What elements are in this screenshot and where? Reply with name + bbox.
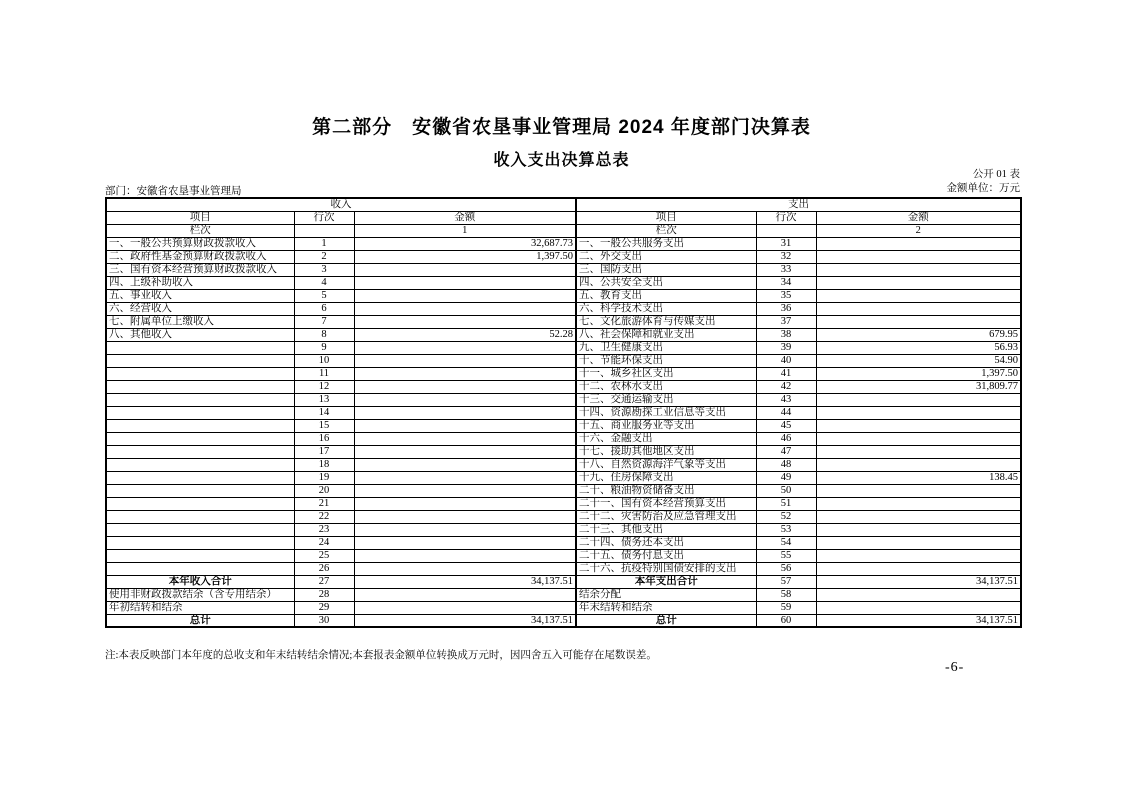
- expenditure-row-amount: [816, 237, 1021, 250]
- expenditure-row-amount: [816, 601, 1021, 614]
- income-row-amount: [354, 588, 576, 601]
- income-lanci-empty-cell: [294, 224, 354, 237]
- expenditure-row-amount: [816, 263, 1021, 276]
- income-row-item: 七、附属单位上缴收入: [106, 315, 294, 328]
- income-row-amount: [354, 341, 576, 354]
- expenditure-row-item: 十四、资源勘探工业信息等支出: [576, 406, 756, 419]
- expenditure-row-item: 二、外交支出: [576, 250, 756, 263]
- expenditure-row-amount: [816, 250, 1021, 263]
- expenditure-row-line-number: 55: [756, 549, 816, 562]
- income-row-amount: [354, 380, 576, 393]
- income-row-item: [106, 510, 294, 523]
- expenditure-row-line-number: 41: [756, 367, 816, 380]
- expenditure-row-item: 结余分配: [576, 588, 756, 601]
- income-row-line-number: 14: [294, 406, 354, 419]
- expenditure-row-item: 十五、商业服务业等支出: [576, 419, 756, 432]
- income-row-amount: [354, 458, 576, 471]
- income-row-amount: [354, 562, 576, 575]
- table-row: [106, 471, 1021, 484]
- expenditure-row-item: 十二、农林水支出: [576, 380, 756, 393]
- expenditure-row-item: 四、公共安全支出: [576, 276, 756, 289]
- income-row-amount: 32,687.73: [354, 237, 576, 250]
- expenditure-row-amount: [816, 393, 1021, 406]
- expenditure-row-line-number: 40: [756, 354, 816, 367]
- expenditure-row-line-number: 48: [756, 458, 816, 471]
- income-row-line-number: 12: [294, 380, 354, 393]
- income-row-line-number: 1: [294, 237, 354, 250]
- income-row-line-number: 25: [294, 549, 354, 562]
- expenditure-row-amount: [816, 484, 1021, 497]
- income-row-line-number: 22: [294, 510, 354, 523]
- income-row-amount: [354, 315, 576, 328]
- income-row-line-number: 24: [294, 536, 354, 549]
- expenditure-row-item: 二十五、债务付息支出: [576, 549, 756, 562]
- page-title: 第二部分 安徽省农垦事业管理局 2024 年度部门决算表: [312, 117, 811, 138]
- income-row-amount: [354, 601, 576, 614]
- expenditure-lanci-label: 栏次: [576, 224, 756, 237]
- income-row-line-number: 28: [294, 588, 354, 601]
- income-row-line-number: 16: [294, 432, 354, 445]
- expenditure-row-amount: 56.93: [816, 341, 1021, 354]
- income-row-amount: 34,137.51: [354, 614, 576, 627]
- expenditure-row-amount: [816, 536, 1021, 549]
- expenditure-row-line-number: 43: [756, 393, 816, 406]
- income-row-item: 总计: [106, 614, 294, 627]
- expenditure-row-item: 二十六、抗疫特别国债安排的支出: [576, 562, 756, 575]
- income-row-item: 一、一般公共预算财政拨款收入: [106, 237, 294, 250]
- section-header-row: [106, 198, 1021, 211]
- expenditure-row-item: 二十、粮油物资储备支出: [576, 484, 756, 497]
- table-row: [106, 484, 1021, 497]
- expenditure-row-amount: [816, 588, 1021, 601]
- table-row: [106, 315, 1021, 328]
- table-row: [106, 276, 1021, 289]
- expenditure-row-amount: [816, 562, 1021, 575]
- income-row-line-number: 23: [294, 523, 354, 536]
- table-row: [106, 549, 1021, 562]
- income-row-item: [106, 393, 294, 406]
- table-row: [106, 302, 1021, 315]
- expenditure-row-item: 一、一般公共服务支出: [576, 237, 756, 250]
- income-row-item: [106, 380, 294, 393]
- expenditure-row-line-number: 39: [756, 341, 816, 354]
- expenditure-row-amount: [816, 523, 1021, 536]
- income-expenditure-summary-table: [105, 197, 1022, 628]
- income-row-amount: [354, 445, 576, 458]
- amount-unit-label: 金额单位：万元: [946, 183, 1020, 194]
- table-row: [106, 263, 1021, 276]
- expenditure-row-item: 八、社会保障和就业支出: [576, 328, 756, 341]
- expenditure-row-amount: [816, 497, 1021, 510]
- table-row: [106, 393, 1021, 406]
- income-row-amount: [354, 497, 576, 510]
- income-row-line-number: 2: [294, 250, 354, 263]
- expenditure-row-item: 二十一、国有资本经营预算支出: [576, 497, 756, 510]
- expenditure-row-amount: [816, 289, 1021, 302]
- expenditure-row-line-number: 34: [756, 276, 816, 289]
- expenditure-row-line-number: 56: [756, 562, 816, 575]
- table-row: [106, 497, 1021, 510]
- expenditure-row-line-number: 50: [756, 484, 816, 497]
- expenditure-row-amount: [816, 445, 1021, 458]
- income-row-line-number: 8: [294, 328, 354, 341]
- income-column-number: 1: [354, 224, 576, 237]
- income-row-line-number: 27: [294, 575, 354, 588]
- expenditure-row-item: 十三、交通运输支出: [576, 393, 756, 406]
- expenditure-row-line-number: 51: [756, 497, 816, 510]
- income-row-line-number: 18: [294, 458, 354, 471]
- expenditure-row-amount: [816, 419, 1021, 432]
- income-row-line-number: 10: [294, 354, 354, 367]
- income-row-item: [106, 406, 294, 419]
- income-row-item: [106, 354, 294, 367]
- income-row-item: [106, 549, 294, 562]
- table-row: [106, 367, 1021, 380]
- income-row-line-number: 4: [294, 276, 354, 289]
- income-row-item: [106, 367, 294, 380]
- expenditure-row-item: 五、教育支出: [576, 289, 756, 302]
- income-row-line-number: 15: [294, 419, 354, 432]
- income-row-item: [106, 432, 294, 445]
- income-row-line-number: 26: [294, 562, 354, 575]
- expenditure-row-item: 十八、自然资源海洋气象等支出: [576, 458, 756, 471]
- expenditure-row-line-number: 31: [756, 237, 816, 250]
- expenditure-row-line-number: 47: [756, 445, 816, 458]
- table-row: [106, 458, 1021, 471]
- expenditure-row-amount: [816, 510, 1021, 523]
- income-row-amount: [354, 484, 576, 497]
- expenditure-row-amount: [816, 406, 1021, 419]
- table-row: [106, 432, 1021, 445]
- expenditure-row-amount: 34,137.51: [816, 575, 1021, 588]
- table-row: [106, 445, 1021, 458]
- table-row: [106, 523, 1021, 536]
- income-row-item: [106, 445, 294, 458]
- expenditure-row-item: 本年支出合计: [576, 575, 756, 588]
- income-row-line-number: 19: [294, 471, 354, 484]
- expenditure-amount-column-header: 金额: [816, 211, 1021, 224]
- expenditure-row-line-number: 32: [756, 250, 816, 263]
- income-row-amount: [354, 289, 576, 302]
- table-row: [106, 601, 1021, 614]
- expenditure-row-amount: 138.45: [816, 471, 1021, 484]
- expenditure-item-column-header: 项目: [576, 211, 756, 224]
- table-row: [106, 289, 1021, 302]
- expenditure-row-line-number: 49: [756, 471, 816, 484]
- income-row-line-number: 11: [294, 367, 354, 380]
- income-row-item: [106, 341, 294, 354]
- income-amount-column-header: 金额: [354, 211, 576, 224]
- income-row-item: 四、上级补助收入: [106, 276, 294, 289]
- table-row: [106, 562, 1021, 575]
- expenditure-row-amount: [816, 432, 1021, 445]
- income-row-item: [106, 419, 294, 432]
- expenditure-row-line-number: 60: [756, 614, 816, 627]
- expenditure-row-item: 六、科学技术支出: [576, 302, 756, 315]
- expenditure-row-line-number: 35: [756, 289, 816, 302]
- income-row-amount: [354, 263, 576, 276]
- table-row: [106, 250, 1021, 263]
- income-row-amount: [354, 549, 576, 562]
- expenditure-row-item: 十七、援助其他地区支出: [576, 445, 756, 458]
- income-row-item: 二、政府性基金预算财政拨款收入: [106, 250, 294, 263]
- table-row: [106, 588, 1021, 601]
- expenditure-row-line-number: 57: [756, 575, 816, 588]
- expenditure-row-amount: 54.90: [816, 354, 1021, 367]
- expenditure-row-item: 三、国防支出: [576, 263, 756, 276]
- table-row: [106, 614, 1021, 627]
- income-row-item: [106, 458, 294, 471]
- income-row-amount: [354, 510, 576, 523]
- expenditure-row-item: 九、卫生健康支出: [576, 341, 756, 354]
- income-row-line-number: 17: [294, 445, 354, 458]
- income-row-line-number: 20: [294, 484, 354, 497]
- table-row: [106, 575, 1021, 588]
- income-row-item: 三、国有资本经营预算财政拨款收入: [106, 263, 294, 276]
- expenditure-row-amount: 679.95: [816, 328, 1021, 341]
- table-row: [106, 328, 1021, 341]
- income-row-amount: [354, 367, 576, 380]
- table-row: [106, 380, 1021, 393]
- income-row-item: [106, 523, 294, 536]
- table-code-label: 公开 01 表: [972, 169, 1020, 180]
- income-row-line-number: 3: [294, 263, 354, 276]
- expenditure-row-item: 二十三、其他支出: [576, 523, 756, 536]
- income-row-line-number: 6: [294, 302, 354, 315]
- expenditure-row-line-number: 37: [756, 315, 816, 328]
- income-row-amount: [354, 419, 576, 432]
- income-row-item: 年初结转和结余: [106, 601, 294, 614]
- expenditure-row-amount: 34,137.51: [816, 614, 1021, 627]
- income-row-line-number: 30: [294, 614, 354, 627]
- expenditure-row-item: 十六、金融支出: [576, 432, 756, 445]
- income-row-item: 使用非财政拨款结余（含专用结余）: [106, 588, 294, 601]
- income-row-amount: [354, 406, 576, 419]
- income-row-amount: 1,397.50: [354, 250, 576, 263]
- income-row-item: 六、经营收入: [106, 302, 294, 315]
- income-row-amount: 52.28: [354, 328, 576, 341]
- expenditure-row-line-number: 36: [756, 302, 816, 315]
- expenditure-row-item: 二十二、灾害防治及应急管理支出: [576, 510, 756, 523]
- expenditure-row-item: 十、节能环保支出: [576, 354, 756, 367]
- income-row-amount: [354, 302, 576, 315]
- table-title: 收入支出决算总表: [493, 152, 630, 169]
- income-section-header: 收入: [106, 198, 576, 211]
- income-row-amount: [354, 536, 576, 549]
- department-label: 部门：安徽省农垦事业管理局: [105, 186, 242, 197]
- income-row-line-number: 29: [294, 601, 354, 614]
- table-footnote: 注:本表反映部门本年度的总收支和年末结转结余情况;本套报表金额单位转换成万元时，因四舍五入可能存在尾数误差。: [105, 650, 657, 661]
- column-header-row: [106, 211, 1021, 224]
- expenditure-row-item: 二十四、债务还本支出: [576, 536, 756, 549]
- income-row-item: 五、事业收入: [106, 289, 294, 302]
- income-row-line-number: 13: [294, 393, 354, 406]
- expenditure-row-line-number: 42: [756, 380, 816, 393]
- expenditure-row-item: 十一、城乡社区支出: [576, 367, 756, 380]
- income-row-amount: [354, 354, 576, 367]
- column-number-row: [106, 224, 1021, 237]
- expenditure-row-amount: [816, 302, 1021, 315]
- expenditure-row-line-number: 54: [756, 536, 816, 549]
- expenditure-row-item: 年末结转和结余: [576, 601, 756, 614]
- income-row-amount: [354, 393, 576, 406]
- expenditure-row-amount: 31,809.77: [816, 380, 1021, 393]
- expenditure-row-amount: [816, 549, 1021, 562]
- income-row-line-number: 7: [294, 315, 354, 328]
- income-row-item: 本年收入合计: [106, 575, 294, 588]
- expenditure-row-line-number: 58: [756, 588, 816, 601]
- table-row: [106, 341, 1021, 354]
- income-row-line-number: 5: [294, 289, 354, 302]
- table-row: [106, 354, 1021, 367]
- expenditure-row-amount: [816, 276, 1021, 289]
- table-row: [106, 510, 1021, 523]
- income-row-item: 八、其他收入: [106, 328, 294, 341]
- income-row-line-number: 9: [294, 341, 354, 354]
- expenditure-row-amount: 1,397.50: [816, 367, 1021, 380]
- table-row: [106, 536, 1021, 549]
- expenditure-row-line-number: 59: [756, 601, 816, 614]
- income-lanci-label: 栏次: [106, 224, 294, 237]
- income-item-column-header: 项目: [106, 211, 294, 224]
- expenditure-row-item: 十九、住房保障支出: [576, 471, 756, 484]
- table-row: [106, 237, 1021, 250]
- expenditure-row-line-number: 46: [756, 432, 816, 445]
- expenditure-row-line-number: 38: [756, 328, 816, 341]
- income-row-line-number: 21: [294, 497, 354, 510]
- income-row-item: [106, 497, 294, 510]
- income-row-item: [106, 471, 294, 484]
- income-line-column-header: 行次: [294, 211, 354, 224]
- expenditure-row-line-number: 52: [756, 510, 816, 523]
- table-row: [106, 419, 1021, 432]
- income-row-item: [106, 484, 294, 497]
- expenditure-row-amount: [816, 315, 1021, 328]
- expenditure-row-line-number: 45: [756, 419, 816, 432]
- income-row-amount: [354, 471, 576, 484]
- income-row-item: [106, 536, 294, 549]
- income-row-amount: [354, 523, 576, 536]
- expenditure-row-line-number: 44: [756, 406, 816, 419]
- expenditure-row-line-number: 33: [756, 263, 816, 276]
- expenditure-section-header: 支出: [576, 198, 1021, 211]
- expenditure-row-amount: [816, 458, 1021, 471]
- expenditure-row-item: 总计: [576, 614, 756, 627]
- expenditure-row-line-number: 53: [756, 523, 816, 536]
- page-number: -6-: [945, 660, 965, 675]
- expenditure-row-item: 七、文化旅游体育与传媒支出: [576, 315, 756, 328]
- expenditure-line-column-header: 行次: [756, 211, 816, 224]
- expenditure-column-number: 2: [816, 224, 1021, 237]
- expenditure-lanci-empty-cell: [756, 224, 816, 237]
- income-row-amount: [354, 432, 576, 445]
- table-row: [106, 406, 1021, 419]
- income-row-amount: [354, 276, 576, 289]
- income-row-amount: 34,137.51: [354, 575, 576, 588]
- income-row-item: [106, 562, 294, 575]
